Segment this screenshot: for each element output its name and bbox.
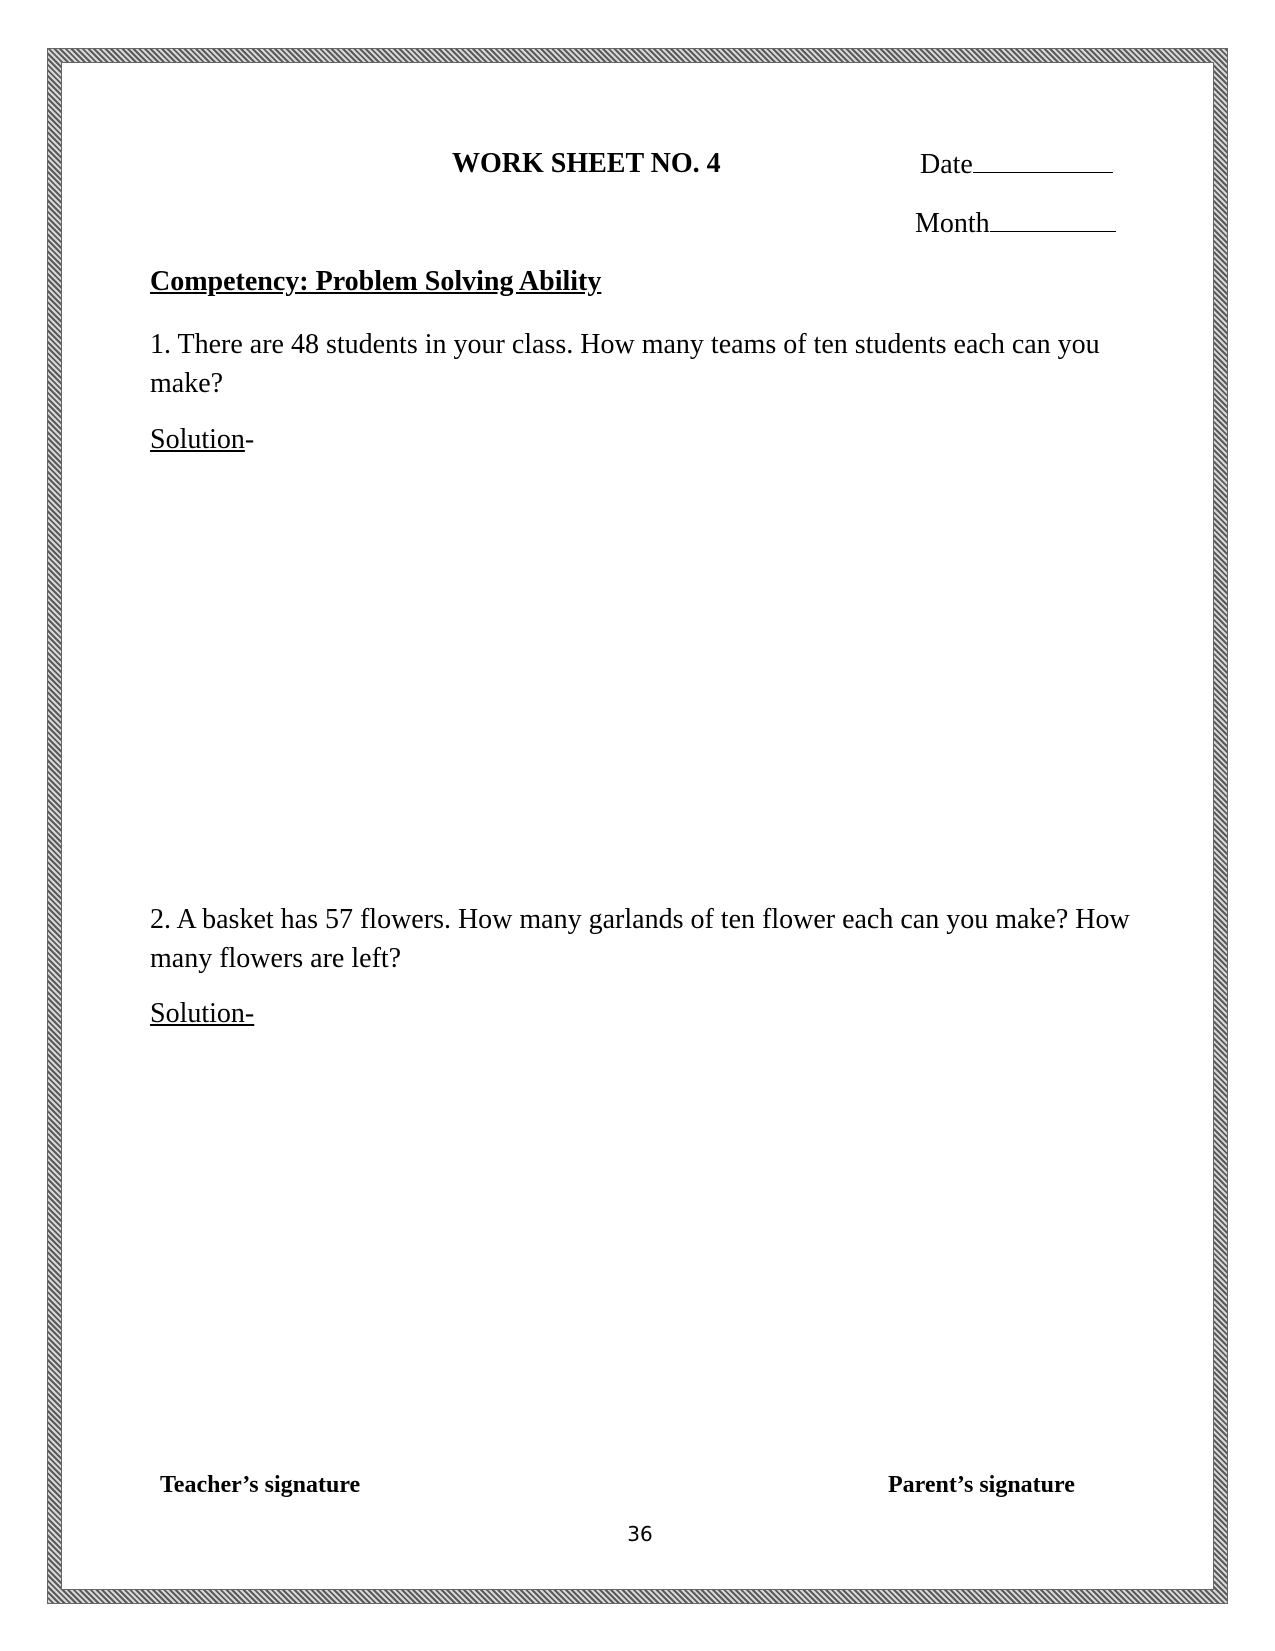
- question-2: 2. A basket has 57 flowers. How many garlands of ten flower each can you make? How many flowers are left?: [150, 904, 1130, 974]
- solution-1-text: Solution: [150, 424, 245, 455]
- question-1: 1. There are 48 students in your class. How many teams of ten students each can you make?: [150, 329, 1100, 399]
- solution-2-text: Solution-: [150, 998, 255, 1029]
- month-blank[interactable]: [990, 207, 1116, 232]
- date-label: Date: [920, 149, 973, 180]
- worksheet-title: WORK SHEET NO. 4: [452, 148, 721, 179]
- parent-signature-label: Parent’s signature: [888, 1472, 1075, 1498]
- month-field: [915, 207, 1116, 240]
- date-blank[interactable]: [973, 148, 1113, 173]
- competency-heading: Competency: Problem Solving Ability: [150, 266, 602, 297]
- solution-2-label: [150, 998, 254, 1030]
- month-label: Month: [915, 208, 990, 239]
- solution-1-label: [150, 424, 254, 456]
- solution-1-dash: -: [244, 424, 255, 455]
- teacher-signature-label: Teacher’s signature: [160, 1472, 361, 1498]
- page-number: 36: [627, 1522, 653, 1546]
- date-field: [920, 148, 1113, 181]
